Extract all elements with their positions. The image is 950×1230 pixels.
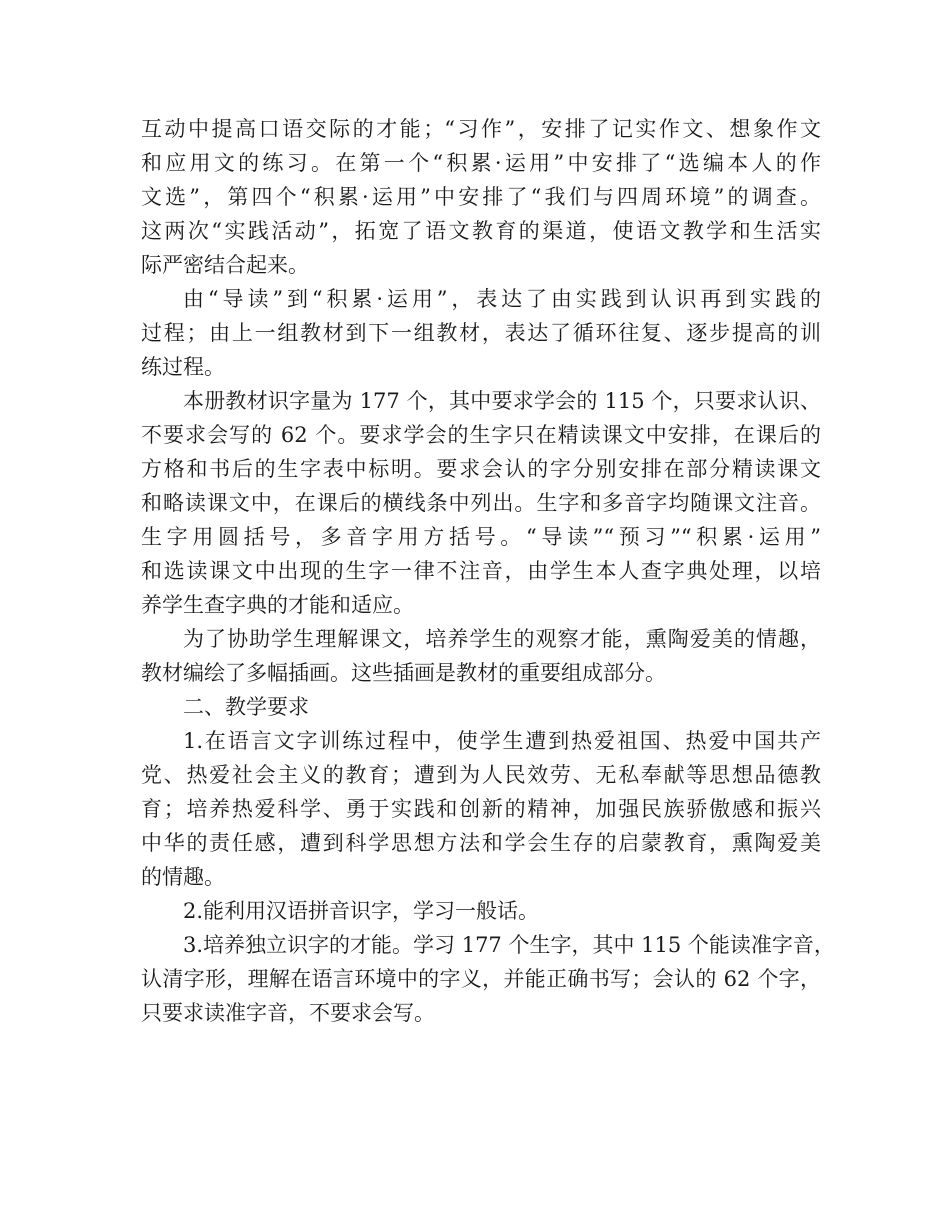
text-line: 互动中提高口语交际的才能；“习作”，安排了记实作文、想象作文 [141,117,821,141]
text-line: 和略读课文中，在课后的横线条中列出。生字和多音字均随课文注音。 [141,491,821,515]
text-line: 由“导读”到“积累·运用”，表达了由实践到认识再到实践的 [183,287,821,311]
text-line: 本册教材识字量为 177 个，其中要求学会的 115 个，只要求认识、 [183,389,821,413]
text-line: 际严密结合起来。 [141,253,309,277]
text-line: 不要求会写的 62 个。要求学会的生字只在精读课文中安排，在课后的 [141,423,821,447]
text-line: 练过程。 [141,355,225,379]
text-line: 为了协助学生理解课文，培养学生的观察才能，熏陶爱美的情趣， [183,627,821,651]
text-line: 1.在语言文字训练过程中，使学生遭到热爱祖国、热爱中国共产 [183,729,821,753]
text-line: 教材编绘了多幅插画。这些插画是教材的重要组成部分。 [141,661,666,685]
text-line: 中华的责任感，遭到科学思想方法和学会生存的启蒙教育，熏陶爱美 [141,831,821,855]
text-line: 2.能利用汉语拼音识字，学习一般话。 [183,899,540,923]
text-line: 生字用圆括号，多音字用方括号。“导读”“预习”“积累·运用” [141,525,821,549]
text-line: 3.培养独立识字的才能。学习 177 个生字，其中 115 个能读准字音， [183,933,835,957]
text-line: 和选读课文中出现的生字一律不注音，由学生本人查字典处理，以培 [141,559,821,583]
document-body [141,112,835,1030]
text-line: 党、热爱社会主义的教育；遭到为人民效劳、无私奉献等思想品德教 [141,763,821,787]
text-line: 过程；由上一组教材到下一组教材，表达了循环往复、逐步提高的训 [141,321,821,345]
text-line: 认清字形，理解在语言环境中的字义，并能正确书写；会认的 62 个字， [141,967,821,991]
text-line: 文选”，第四个“积累·运用”中安排了“我们与四周环境”的调查。 [141,185,821,209]
text-line: 和应用文的练习。在第一个“积累·运用”中安排了“选编本人的作 [141,151,821,175]
text-line: 这两次“实践活动”，拓宽了语文教育的渠道，使语文教学和生活实 [141,219,821,243]
text-line: 育；培养热爱科学、勇于实践和创新的精神，加强民族骄傲感和振兴 [141,797,821,821]
text-line: 二、教学要求 [183,695,309,719]
text-line: 只要求读准字音，不要求会写。 [141,1001,435,1025]
text-line: 的情趣。 [141,865,225,889]
text-line: 养学生查字典的才能和适应。 [141,593,414,617]
text-line: 方格和书后的生字表中标明。要求会认的字分别安排在部分精读课文 [141,457,821,481]
